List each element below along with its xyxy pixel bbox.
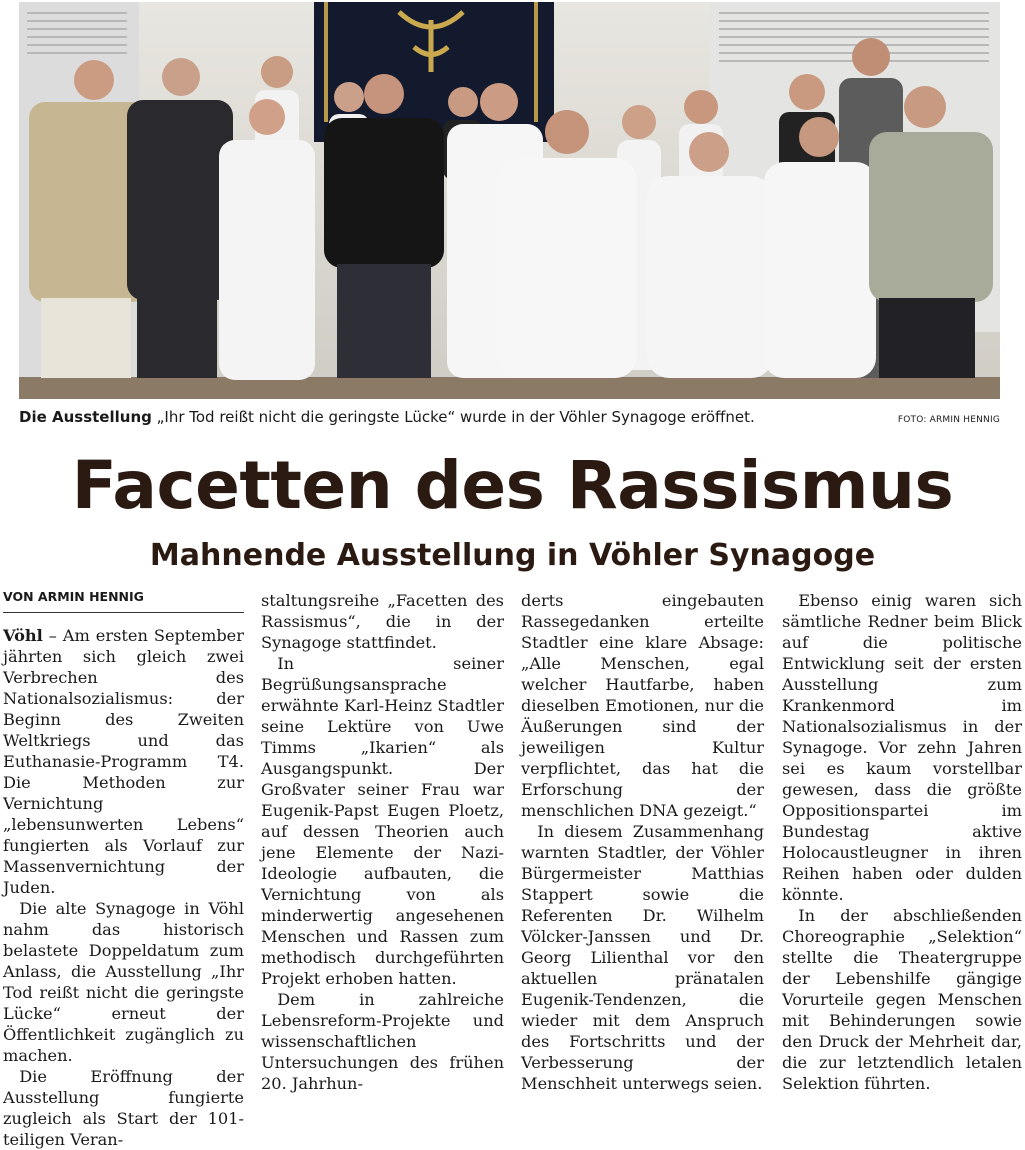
paragraph: derts eingebauten Rassegedanken erteilte Stadtler eine klare Absage: „Alle Menschen, egal welcher Hautfarbe, haben dieselben Emotionen, nur die Äußerungen sind der jeweiligen Kultur verpflichtet, das hat die Erforschung der menschlichen DNA gezeigt.“: [521, 591, 764, 820]
paragraph: In diesem Zusammenhang warnten Stadtler, der Vöhler Bürgermeister Matthias Stappert sowie die Referenten Dr. Wilhelm Völcker-Janssen und Dr. Georg Lilienthal vor den aktuellen pränatalen Eugenik-Tendenzen, die wieder mit dem Anspruch des Fortschritts und der Verbesserung der Menschheit unterwegs seien.: [521, 822, 764, 1093]
group-photo-illustration: [19, 2, 1000, 399]
paragraph: Die alte Synagoge in Vöhl nahm das historisch belastete Doppeldatum zum Anlass, die Ausstellung „Ihr Tod reißt nicht die geringste Lücke“ erneut der Öffentlichkeit zugänglich zu machen.: [3, 899, 244, 1065]
headline: Facetten des Rassismus: [71, 447, 954, 524]
article-column-4: [782, 590, 1022, 1094]
paragraph: Ebenso einig waren sich sämtliche Redner beim Blick auf die politische Entwicklung seit der ersten Ausstellung zum Krankenmord im Nationalsozialismus in der Synagoge. Vor zehn Jahren sei es kaum vorstellbar gewesen, dass die größte Oppositionspartei im Bundestag aktive Holocaustleugner in ihren Reihen haben oder dulden könnte.: [782, 591, 1022, 904]
paragraph: In der abschließenden Choreographie „Selektion“ stellte die Theatergruppe der Lebenshilfe gängige Vorurteile gegen Menschen mit Behinderungen sowie den Druck der Mehrheit dar, die zur letztendlich letalen Selektion führten.: [782, 906, 1022, 1093]
caption-text: „Ihr Tod reißt nicht die geringste Lücke“ wurde in der Vöhler Synagoge eröffnet.: [151, 408, 755, 426]
article-photo: [19, 2, 1000, 399]
article-column-3: [521, 590, 764, 1094]
paragraph: staltungsreihe „Facetten des Rassismus“, die in der Synagoge stattfindet.: [261, 591, 504, 652]
caption-lead: Die Ausstellung: [19, 408, 152, 426]
article-column-1: [3, 587, 244, 1150]
article-column-2: [261, 590, 504, 1094]
paragraph-text: – Am ersten September jährten sich gleich zwei Verbrechen des Nationalsozialismus: der Beginn des Zweiten Weltkriegs und das Euthanasie-Programm T4. Die Methoden zur Vernichtung „lebensunwerten Lebens“ fungierten als Vorlauf zur Massenvernichtung der Juden.: [3, 626, 244, 897]
photo-caption: [19, 406, 1000, 428]
paragraph: In seiner Begrüßungsansprache erwähnte Karl-Heinz Stadtler seine Lektüre von Uwe Timms „Ikarien“ als Ausgangspunkt. Der Großvater seiner Frau war Eugenik-Papst Eugen Ploetz, auf dessen Theorien auch jene Elemente der Nazi-Ideologie aufbauten, die Vernichtung von als minderwertig angesehenen Menschen und Rassen zum methodisch durchgeführten Projekt erhoben hatten.: [261, 654, 504, 988]
paragraph: [3, 625, 244, 898]
dateline-place: Vöhl: [3, 626, 43, 645]
paragraph: Die Eröffnung der Ausstellung fungierte zugleich als Start der 101-teiligen Veran-: [3, 1067, 244, 1149]
byline: VON ARMIN HENNIG: [3, 587, 244, 613]
paragraph: Dem in zahlreiche Lebensreform-Projekte und wissenschaftlichen Untersuchungen des frühen 20. Jahrhun-: [261, 990, 504, 1093]
subheadline: Mahnende Ausstellung in Vöhler Synagoge: [149, 538, 876, 573]
photo-credit: FOTO: ARMIN HENNIG: [897, 415, 1000, 425]
